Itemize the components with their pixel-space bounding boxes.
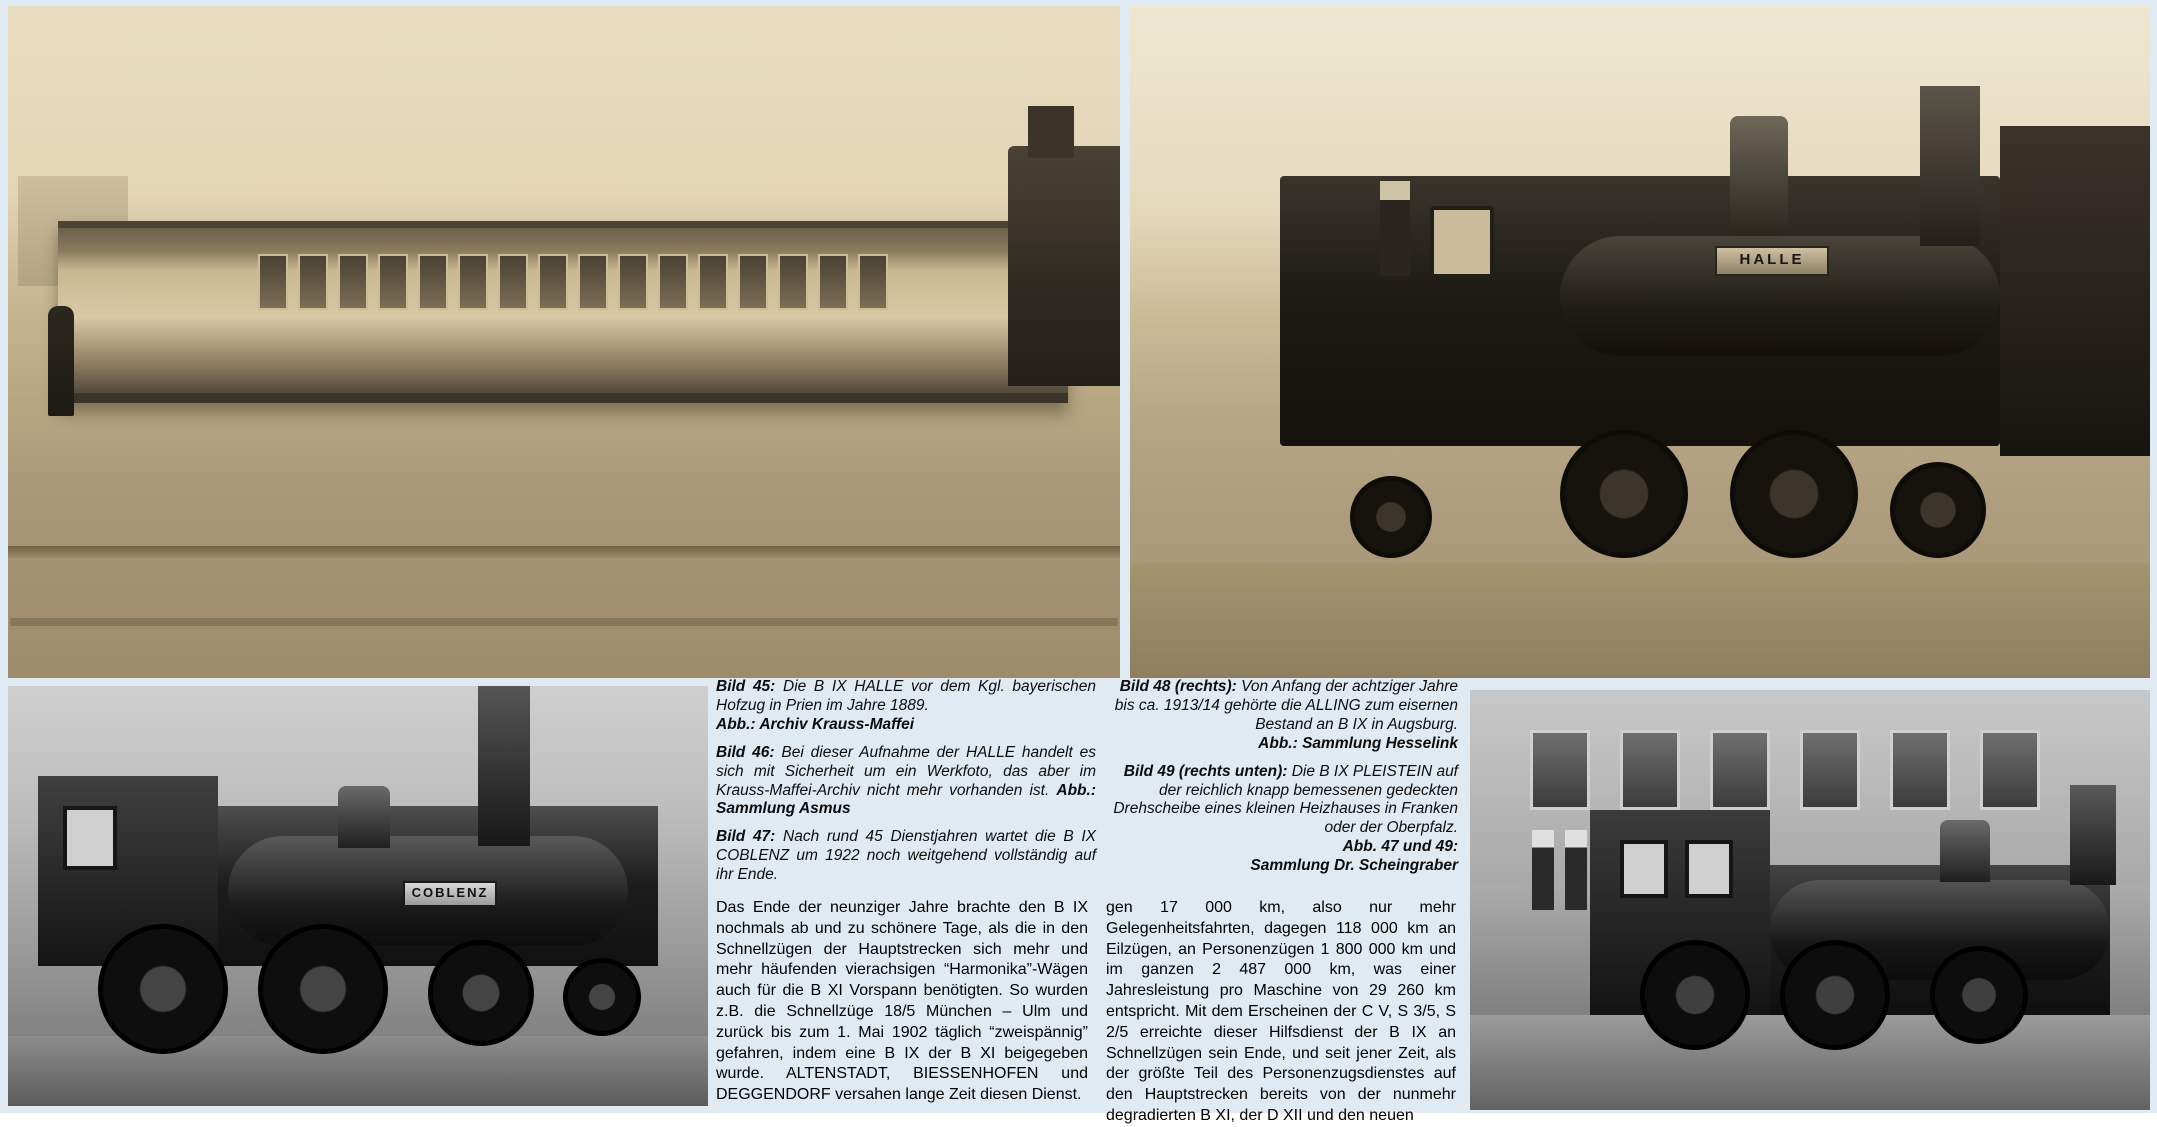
loco-nameplate: COBLENZ: [403, 881, 497, 907]
photo-bild-45: [8, 6, 1120, 678]
body-paragraph: gen 17 000 km, also nur mehr Gelegenheitsfahrten, dagegen 118 000 km an Eilzügen, an Personenzügen 1 800 000 km und im ganzen 2 487 000 km, was einer Jahresleistung pro Maschine von 29 260 km entspricht. Mit dem Erscheinen der C V, S 3/5, S 2/5 erreichte dieser Hilfsdienst der B IX an Schnellzügen sein Ende, und seit jener Zeit, als der größte Teil des Personenzugsdienstes auf den Hauptstrecken bereits von der nunmehr degradierten B XI, der D XII und den neuen: [1106, 899, 1456, 1124]
caption-label: Bild 45:: [716, 678, 776, 695]
ballast: [1130, 563, 2150, 678]
royal-train-coaches: [58, 221, 1068, 403]
caption-bild-46: [716, 744, 1096, 820]
cab-window: [1430, 206, 1494, 278]
caption-text: Die B IX PLEISTEIN auf der reichlich knapp bemessenen gedeckten Drehscheibe eines kleinen Heizhauses in Franken oder der Oberpfalz.: [1113, 762, 1458, 837]
caption-text: Die B IX HALLE vor dem Kgl. bayerischen Hofzug in Prien im Jahre 1889.: [716, 678, 1096, 714]
caption-source: Abb.: Archiv Krauss-Maffei: [716, 715, 915, 733]
engine-driver: [1380, 181, 1410, 276]
caption-label: Bild 46:: [716, 743, 775, 761]
chimney: [478, 686, 530, 846]
caption-column-left: [716, 678, 1096, 894]
photo-bild-48: [1130, 6, 2150, 678]
caption-source: Abb.: Sammlung Hesselink: [1258, 734, 1458, 752]
caption-label: Bild 48 (rechts):: [1119, 678, 1237, 695]
caption-bild-49: [1108, 763, 1458, 876]
body-paragraph: Das Ende der neunziger Jahre brachte den B IX nochmals ab und zu schönere Tage, als die in den Schnellzügen der Hauptstrecken sich mehr und mehr häufenden vierachsigen “Harmonika”-Wägen auch für die B XI Vorspann benötigten. So wurden z.B. die Schnellzüge 18/5 München – Ulm und zurück bis zum 1. Mai 1902 täglich “zweispännig” gefahren, indem eine B IX der B XI beigegeben wurde. ALTENSTADT, BIESSENHOFEN und DEGGENDORF versahen lange Zeit diesen Dienst.: [716, 899, 1088, 1104]
caption-label: Bild 49 (rechts unten):: [1123, 762, 1288, 780]
caption-source: Abb.: Sammlung Asmus: [716, 781, 1096, 818]
locomotive: [1008, 146, 1120, 386]
photo-bild-47: [8, 686, 708, 1106]
railway-worker: [1565, 830, 1587, 910]
body-text-column-2: [1106, 898, 1456, 1127]
photo-bild-49: [1470, 690, 2150, 1110]
smokebox: [1028, 106, 1074, 158]
ground: [8, 1036, 708, 1106]
cab-window: [63, 806, 117, 870]
railway-official: [48, 306, 74, 416]
body-text-column-1: [716, 898, 1088, 1106]
caption-column-right: [1108, 678, 1458, 885]
caption-bild-48: [1108, 678, 1458, 754]
caption-bild-47: [716, 828, 1096, 885]
steam-dome: [338, 786, 390, 848]
engine-shed: [2000, 126, 2150, 456]
caption-text: Von Anfang der achtziger Jahre bis ca. 1913/14 gehörte die ALLING zum eisernen Bestand an B IX in Augsburg.: [1114, 678, 1458, 733]
caption-source-2: Sammlung Dr. Scheingraber: [1250, 857, 1458, 875]
caption-text: Nach rund 45 Dienstjahren wartet die B IX COBLENZ um 1922 noch weitgehend vollständig auf ihr Ende.: [716, 828, 1097, 884]
rails: [8, 546, 1120, 558]
chimney: [2070, 785, 2116, 885]
caption-label: Bild 47:: [716, 828, 776, 846]
railway-worker: [1532, 830, 1554, 910]
chimney: [1920, 86, 1980, 246]
caption-source: Abb. 47 und 49:: [1342, 838, 1458, 856]
caption-bild-45: [716, 678, 1096, 735]
loco-nameplate: HALLE: [1715, 246, 1829, 276]
steam-dome: [1730, 116, 1788, 236]
steam-dome: [1940, 820, 1990, 882]
caption-text: Bei dieser Aufnahme der HALLE handelt es sich mit Sicherheit um ein Werkfoto, das aber im Krauss-Maffei-Archiv nicht mehr vorhanden ist.: [716, 743, 1096, 799]
